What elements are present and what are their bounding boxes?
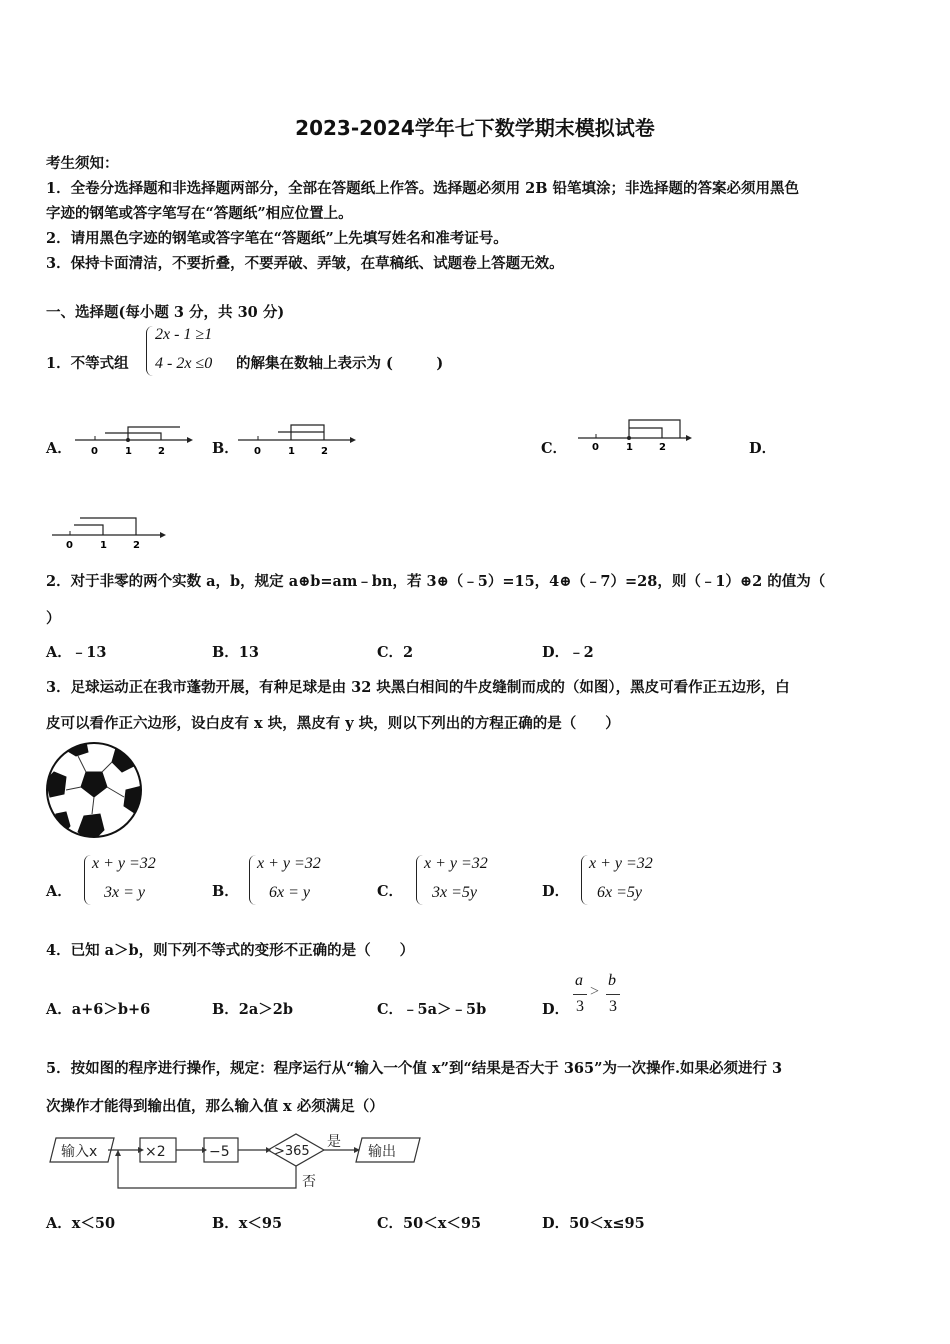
- q1-option-b-numberline: [238, 420, 358, 460]
- q2-option-d: D．﹣2: [542, 644, 594, 661]
- notice-heading: 考生须知：: [46, 155, 119, 172]
- q4-fraction-numerator: b: [608, 972, 616, 989]
- q1-option-d-label: D．: [749, 440, 777, 457]
- axis-tick-label: 0: [254, 446, 261, 457]
- notice-item: 字迹的钢笔或答字笔写在“答题纸”相应位置上。: [46, 205, 353, 222]
- q5-option-d: D．50＜x≤95: [542, 1215, 645, 1232]
- flow-subtract-label: −5: [209, 1144, 230, 1160]
- notice-item: 1．全卷分选择题和非选择题两部分，全部在答题纸上作答。选择题必须用 2B 铅笔填涂；非选择题的答案必须用黑色: [46, 180, 800, 197]
- q1-option-a-numberline: [75, 420, 195, 460]
- q3-option-c-brace: [416, 855, 423, 905]
- q4-fraction-bar: [573, 994, 587, 995]
- q2-option-a: A．﹣13: [46, 644, 107, 661]
- q3-option-d-label: D．: [542, 883, 570, 900]
- q1-prefix: 1．不等式组: [46, 355, 129, 372]
- axis-tick-label: 1: [288, 446, 295, 457]
- axis-tick-label: 0: [66, 540, 73, 551]
- q1-suffix: 的解集在数轴上表示为 ( ): [236, 355, 444, 372]
- q4-fraction-bar: [606, 994, 620, 995]
- q1-system-brace: [146, 326, 153, 376]
- q4-option-a: A．a+6＞b+6: [46, 1001, 151, 1018]
- q1-option-d-numberline: [52, 515, 172, 555]
- section-heading: 一、选择题(每小题 3 分，共 30 分): [46, 304, 285, 321]
- axis-tick-label: 1: [100, 540, 107, 551]
- q4-option-c: C．﹣5a＞﹣5b: [377, 1001, 487, 1018]
- q3-line: 皮可以看作正六边形，设白皮有 x 块，黑皮有 y 块，则以下列出的方程正确的是（ ）: [46, 715, 620, 732]
- q3-option-a-eq2: 3x = y: [104, 884, 145, 901]
- q2-option-b: B．13: [212, 644, 259, 661]
- q4-greater-sign: >: [590, 983, 600, 1000]
- axis-tick-label: 2: [659, 442, 666, 453]
- q5-option-a: A．x＜50: [46, 1215, 116, 1232]
- q3-option-a-eq1: x + y =32: [92, 855, 156, 872]
- notice-item: 3．保持卡面清洁，不要折叠，不要弄破、弄皱，在草稿纸、试题卷上答题无效。: [46, 255, 564, 272]
- q3-option-b-eq2: 6x = y: [269, 884, 310, 901]
- q3-option-b-label: B．: [212, 883, 239, 900]
- q3-option-d-brace: [581, 855, 588, 905]
- q3-option-c-label: C．: [377, 883, 404, 900]
- q3-option-b-eq1: x + y =32: [257, 855, 321, 872]
- flow-yes-label: 是: [327, 1134, 341, 1150]
- q2-line: 2．对于非零的两个实数 a，b，规定 a⊕b=am﹣bn，若 3⊕（﹣5）=15，4⊕（﹣7）=28，则（﹣1）⊕2 的值为（: [46, 573, 826, 590]
- axis-tick-label: 1: [626, 442, 633, 453]
- q3-option-b-brace: [249, 855, 256, 905]
- q1-option-b-label: B．: [212, 440, 239, 457]
- notice-item: 2．请用黑色字迹的钢笔或答字笔在“答题纸”上先填写姓名和准考证号。: [46, 230, 508, 247]
- q1-system-line: 4 - 2x ≤0: [155, 355, 213, 372]
- axis-tick-label: 1: [125, 446, 132, 457]
- q3-option-c-eq1: x + y =32: [424, 855, 488, 872]
- q5-line: 5．按如图的程序进行操作，规定：程序运行从“输入一个值 x”到“结果是否大于 365”为一次操作.如果必须进行 3: [46, 1060, 783, 1077]
- axis-tick-label: 0: [592, 442, 599, 453]
- q5-option-b: B．x＜95: [212, 1215, 283, 1232]
- q3-option-c-eq2: 3x =5y: [432, 884, 477, 901]
- flow-condition-label: >365: [274, 1144, 310, 1159]
- page-title: 2023-2024学年七下数学期末模拟试卷: [295, 116, 655, 140]
- q5-line: 次操作才能得到输出值，那么输入值 x 必须满足（）: [46, 1098, 384, 1115]
- q4-fraction-numerator: a: [575, 972, 583, 989]
- q3-option-d-eq1: x + y =32: [589, 855, 653, 872]
- q4-option-d-label: D．: [542, 1001, 570, 1018]
- q3-option-a-label: A．: [46, 883, 72, 900]
- q1-system-line: 2x - 1 ≥1: [155, 326, 213, 343]
- q3-option-d-eq2: 6x =5y: [597, 884, 642, 901]
- soccer-ball-image: [46, 742, 146, 842]
- q4-line: 4．已知 a＞b，则下列不等式的变形不正确的是（ ）: [46, 942, 415, 959]
- flow-multiply-label: ×2: [145, 1144, 166, 1160]
- q5-option-c: C．50＜x＜95: [377, 1215, 482, 1232]
- axis-tick-label: 2: [158, 446, 165, 457]
- q3-option-a-brace: [84, 855, 91, 905]
- axis-tick-label: 2: [321, 446, 328, 457]
- q3-line: 3．足球运动正在我市蓬勃开展，有种足球是由 32 块黑白相间的牛皮缝制而成的（如图），黑皮可看作正五边形，白: [46, 679, 790, 696]
- q4-fraction-denominator: 3: [576, 998, 584, 1015]
- q4-fraction-denominator: 3: [609, 998, 617, 1015]
- flow-input-label: 输入x: [61, 1144, 98, 1160]
- flow-output-label: 输出: [368, 1144, 396, 1160]
- axis-tick-label: 2: [133, 540, 140, 551]
- q1-option-c-numberline: [578, 418, 698, 458]
- q2-option-c: C．2: [377, 644, 414, 661]
- q1-option-a-label: A．: [46, 440, 72, 457]
- axis-tick-label: 0: [91, 446, 98, 457]
- q1-option-c-label: C．: [541, 440, 568, 457]
- flow-no-label: 否: [302, 1174, 316, 1190]
- q2-line: ）: [46, 610, 61, 627]
- q4-option-b: B．2a＞2b: [212, 1001, 293, 1018]
- q5-flowchart: [46, 1128, 426, 1196]
